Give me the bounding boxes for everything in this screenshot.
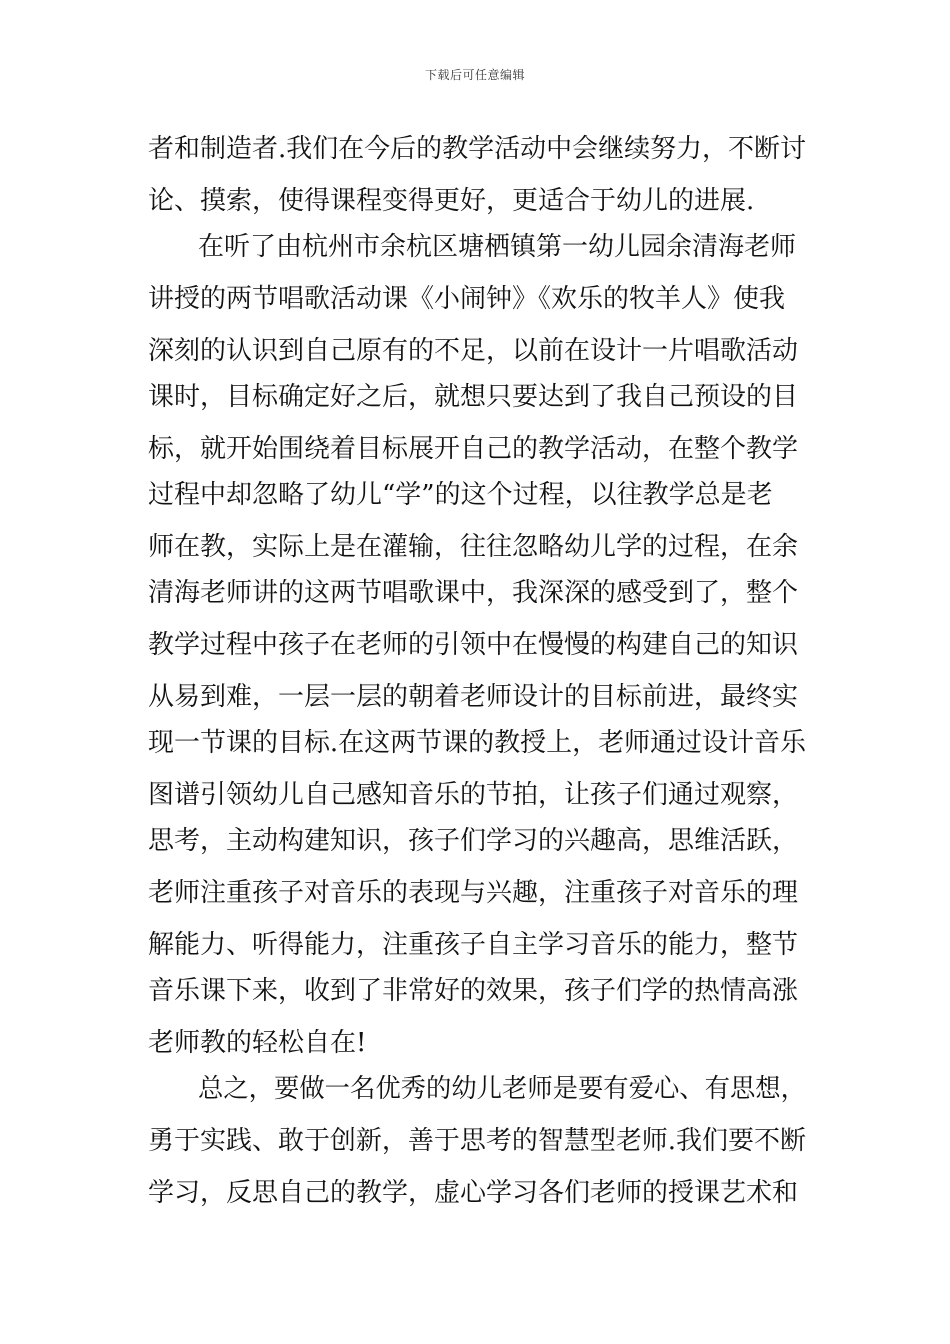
text-line: 论、摸索，使得课程变得更好，更适合于幼儿的进展.: [148, 186, 755, 216]
text-line: 者和制造者.我们在今后的教学活动中会继续努力，不断讨: [148, 134, 807, 164]
text-line: 讲授的两节唱歌活动课《小闹钟》《欢乐的牧羊人》使我: [148, 284, 786, 314]
text-line: 标，就开始围绕着目标展开自己的教学活动，在整个教学: [148, 434, 799, 464]
text-line: 深刻的认识到自己原有的不足，以前在设计一片唱歌活动: [148, 336, 799, 366]
text-line: 思考，主动构建知识，孩子们学习的兴趣高，思维活跃，: [148, 826, 799, 856]
text-line: 勇于实践、敢于创新，善于思考的智慧型老师.我们要不断: [148, 1126, 807, 1156]
text-line: 学习，反思自己的教学，虚心学习各们老师的授课艺术和: [148, 1178, 799, 1208]
text-line: 教学过程中孩子在老师的引领中在慢慢的构建自己的知识: [148, 630, 799, 660]
paragraph-start-line: 在听了由杭州市余杭区塘栖镇第一幼儿园余清海老师: [198, 232, 797, 262]
text-line: 师在教，实际上是在灌输，往往忽略幼儿学的过程，在余: [148, 532, 799, 562]
text-line: 过程中却忽略了幼儿“学”的这个过程，以往教学总是老: [148, 480, 773, 510]
text-line: 音乐课下来，收到了非常好的效果，孩子们学的热情高涨: [148, 976, 799, 1006]
paragraph-start-line: 总之，要做一名优秀的幼儿老师是要有爱心、有思想，: [198, 1074, 806, 1104]
text-line: 现一节课的目标.在这两节课的教授上，老师通过设计音乐: [148, 728, 807, 758]
text-line: 解能力、听得能力，注重孩子自主学习音乐的能力，整节: [148, 930, 799, 960]
page-header: 下载后可任意编辑: [424, 68, 525, 82]
text-line: 老师注重孩子对音乐的表现与兴趣，注重孩子对音乐的理: [148, 878, 799, 908]
text-line: 从易到难，一层一层的朝着老师设计的目标前进，最终实: [148, 682, 799, 712]
text-line: 老师教的轻松自在!: [148, 1028, 367, 1058]
text-line: 图谱引领幼儿自己感知音乐的节拍，让孩子们通过观察，: [148, 780, 799, 810]
text-line: 课时，目标确定好之后，就想只要达到了我自己预设的目: [148, 382, 799, 412]
text-line: 清海老师讲的这两节唱歌课中，我深深的感受到了，整个: [148, 578, 799, 608]
